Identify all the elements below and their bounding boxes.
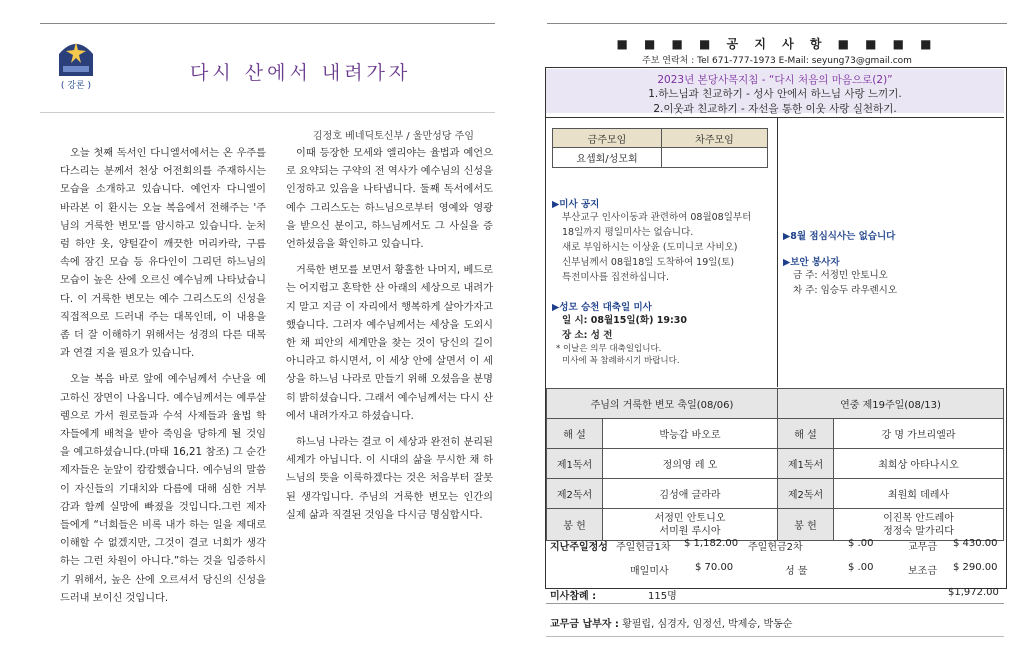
- mass-notice-title: ▶미사 공지: [552, 199, 600, 210]
- assumption-title: ▶성모 승천 대축일 미사: [552, 302, 652, 313]
- role-cell: 제2독서: [778, 479, 834, 509]
- name-cell: 강 명 가브리엘라: [834, 419, 1004, 449]
- fin-amount: $ 1,182.00: [684, 538, 739, 549]
- fin-amount: $ 70.00: [695, 562, 734, 573]
- fin-item: 주일헌금2차: [748, 542, 803, 553]
- notice-header: ■ ■ ■ ■ 공 지 사 항 ■ ■ ■ ■: [616, 37, 938, 51]
- donors-label: 교무금 납부자 :: [550, 619, 619, 630]
- name-cell: 이진목 안드레아 정정숙 말가리다: [834, 509, 1004, 541]
- role-cell: 해 설: [778, 419, 834, 449]
- motto-line-2: 1.하느님과 친교하기 - 성사 안에서 하느님 사랑 느끼기.: [648, 88, 902, 100]
- security-next-week: 차 주: 임승두 라우렌시오: [793, 285, 898, 296]
- finance-label: 지난주일정성: [550, 542, 608, 553]
- name-cell: 최희상 아타나시오: [834, 449, 1004, 479]
- meeting-head-this: 금주모임: [553, 129, 662, 148]
- fin-amount: $ .00: [848, 538, 874, 549]
- lunch-notice: ▶8월 점심식사는 없습니다: [783, 231, 896, 242]
- homily-author: 김정호 베네딕토신부 / 울만성당 주임: [313, 131, 474, 142]
- fin-amount: $ .00: [848, 562, 874, 573]
- role-cell: 해 설: [547, 419, 603, 449]
- text-line: 부산교구 인사이동과 관련하여 08월08일부터: [562, 212, 752, 223]
- role-cell: 봉 헌: [547, 509, 603, 541]
- fin-item: 교무금: [908, 542, 937, 553]
- logo-label: ( 강론 ): [60, 81, 92, 91]
- assumption-notice: [552, 299, 774, 367]
- contact-line: 주보 연락처 : Tel 671-777-1973 E-Mail: seyung73@gmail.com: [642, 56, 912, 66]
- assumption-time: 일 시: 08월15일(화) 19:30: [562, 315, 687, 326]
- fin-amount: $ 290.00: [953, 562, 998, 573]
- paragraph: 하느님 나라는 결코 이 세상과 완전히 분리된 세계가 아닙니다. 이 시대의 삶을 무시한 채 하느님의 뜻을 이룩하겠다는 것은 처음부터 잘못된 생각입니다. 주님의 거룩한 변모는 인간의 실제 삶과 직결된 것임을 다시금 명심합시다.: [286, 437, 493, 521]
- title-rule: [40, 112, 495, 113]
- donors-names: 황필립, 심경자, 임정선, 박제승, 박동순: [622, 619, 793, 630]
- assumption-note-1: * 이날은 의무 대축일입니다.: [556, 344, 662, 354]
- security-notice: [783, 254, 1001, 298]
- paragraph: 이때 등장한 모세와 엘리야는 율법과 예언으로 요약되는 구약의 전 역사가 예수님의 신성을 인정하고 있음을 나타냅니다. 둘째 독서에서도 예수 그리스도는 하느님으로부터 영예와 영광을 받으신 분이고, 하느님께서도 그 사실을 증언하셨음을 확인하고 있습니다.: [286, 148, 493, 251]
- paragraph: 오늘 복음 바로 앞에 예수님께서 수난을 예고하신 장면이 나옵니다. 예수님께서는 예루살렘으로 가서 원로들과 수석 사제들과 율법 학자들에게 배척을 받아 죽임을 당하게 될 것임을 예고하셨습니다.(마태 16,21 참조) 그 순간 제자들은 눈앞이 캄캄했습니다. 예수님의 말씀이 자신들의 기대치와 다름에 대해 심한 거부감과 함께 실망에 빠졌을 것입니다.그런 제자들에게 “너희들은 비록 내가 하는 일을 제대로 이해할 수 없겠지만, 그것이 결코 너희가 생각하는 그런 차원이 아니다.”하는 것을 입증하시기 위해서, 높은 산에 오르셔서 당신의 신성을 드러내 보이신 것입니다.: [60, 374, 266, 604]
- security-title: ▶보안 봉사자: [783, 257, 840, 268]
- text-line: 18일까지 평일미사는 없습니다.: [562, 227, 694, 238]
- name-cell: 정의영 레 오: [603, 449, 778, 479]
- meeting-head-next: 차주모임: [662, 129, 768, 148]
- mass-notice: [552, 196, 774, 285]
- center-divider: [777, 117, 778, 387]
- assumption-note-2: 미사에 꼭 참례하시기 바랍니다.: [562, 356, 680, 366]
- top-rule-right: [547, 23, 1007, 24]
- liturgy-table: [546, 388, 1004, 541]
- role-cell: 제1독서: [778, 449, 834, 479]
- homily-column-2: [286, 145, 493, 533]
- role-cell: 제2독서: [547, 479, 603, 509]
- top-rule-left: [40, 23, 495, 24]
- paragraph: 오늘 첫째 독서인 다니엘서에서는 온 우주를 다스리는 분께서 천상 어전회의를 주재하시는 모습을 소개하고 있습니다. 예언자 다니엘이 바라본 이 환시는 오늘 복음에서 전해주는 '주님의 거룩한 변모'를 암시하고 있습니다. 눈처럼 하얀 옷, 양털같이 깨끗한 머리카락, 구름 속에 잠긴 모습 등 유다인이 그리던 하느님의 모습이 높은 산에 오르신 예수님께 나타났습니다. 이 거룩한 변모는 예수 그리스도의 신성을 직접적으로 드러내 주는 대목인데, 이 내용을 좀 더 잘 이해하기 위해서는 성경의 다른 대목과 연결 지을 필요가 있습니다.: [60, 148, 266, 360]
- attendance-label: 미사참례 :: [550, 591, 597, 602]
- fin-item: 주일헌금1차: [616, 542, 671, 553]
- fin-item: 성 물: [785, 566, 808, 577]
- security-this-week: 금 주: 서정민 안토니오: [793, 270, 888, 281]
- homily-title: 다시 산에서 내려가자: [190, 62, 412, 84]
- assumption-place: 장 소: 성 전: [562, 330, 613, 341]
- bottom-rule: [546, 636, 1004, 637]
- donors-line: [550, 615, 792, 630]
- motto-line-3: 2.이웃과 친교하기 - 자선을 통한 이웃 사랑 실천하기.: [653, 103, 897, 115]
- role-cell: 봉 헌: [778, 509, 834, 541]
- fin-item: 매일미사: [630, 566, 669, 577]
- motto-box: [546, 69, 1004, 113]
- total-amount: $1,972.00: [948, 587, 999, 598]
- liturgy-head-left: 주님의 거룩한 변모 축일(08/06): [547, 389, 778, 419]
- motto-line-1: 2023년 본당사목지침 - “다시 처음의 마음으로(2)”: [657, 74, 893, 86]
- name-cell: 김성애 글라라: [603, 479, 778, 509]
- name-cell: 박능갑 바오로: [603, 419, 778, 449]
- fin-item: 보조금: [908, 566, 937, 577]
- mass-notice-body: [552, 210, 774, 285]
- total-rule: [546, 603, 1004, 604]
- paragraph: 거룩한 변모를 보면서 황홀한 나머지, 베드로는 어지럽고 혼탁한 산 아래의 세상으로 내려가지 말고 지금 이 자리에서 행복하게 살아가자고 했습니다. 그러자 예수님께서는 세상을 도외시한 채 피안의 세계만을 찾는 것이 당신의 길이 아니라고 하시면서, 이 세상 안에 살면서 이 세상을 하느님 나라로 만들기 위해 오셨음을 분명히 밝히셨습니다. 그래서 예수님께서는 다시 산에서 내려가자고 하셨습니다.: [286, 265, 493, 422]
- meeting-next: [662, 148, 768, 168]
- text-line: 특전미사를 집전하십니다.: [562, 272, 669, 283]
- name-cell: 서정민 안토니오 서미원 루시아: [603, 509, 778, 541]
- text-line: 새로 부임하시는 이상윤 (도미니코 사비오): [562, 242, 738, 253]
- fin-amount: $ 430.00: [953, 538, 998, 549]
- homily-column-1: [60, 145, 266, 616]
- text-line: 신부님께서 08월18일 도착하여 19일(토): [562, 257, 735, 268]
- attendance-value: 115명: [648, 591, 677, 602]
- name-cell: 최원희 데레사: [834, 479, 1004, 509]
- liturgy-head-right: 연중 제19주일(08/13): [778, 389, 1004, 419]
- role-cell: 제1독서: [547, 449, 603, 479]
- meeting-table: [552, 128, 768, 168]
- meeting-this: 요셉회/성모회: [553, 148, 662, 168]
- motto-rule: [546, 117, 1004, 118]
